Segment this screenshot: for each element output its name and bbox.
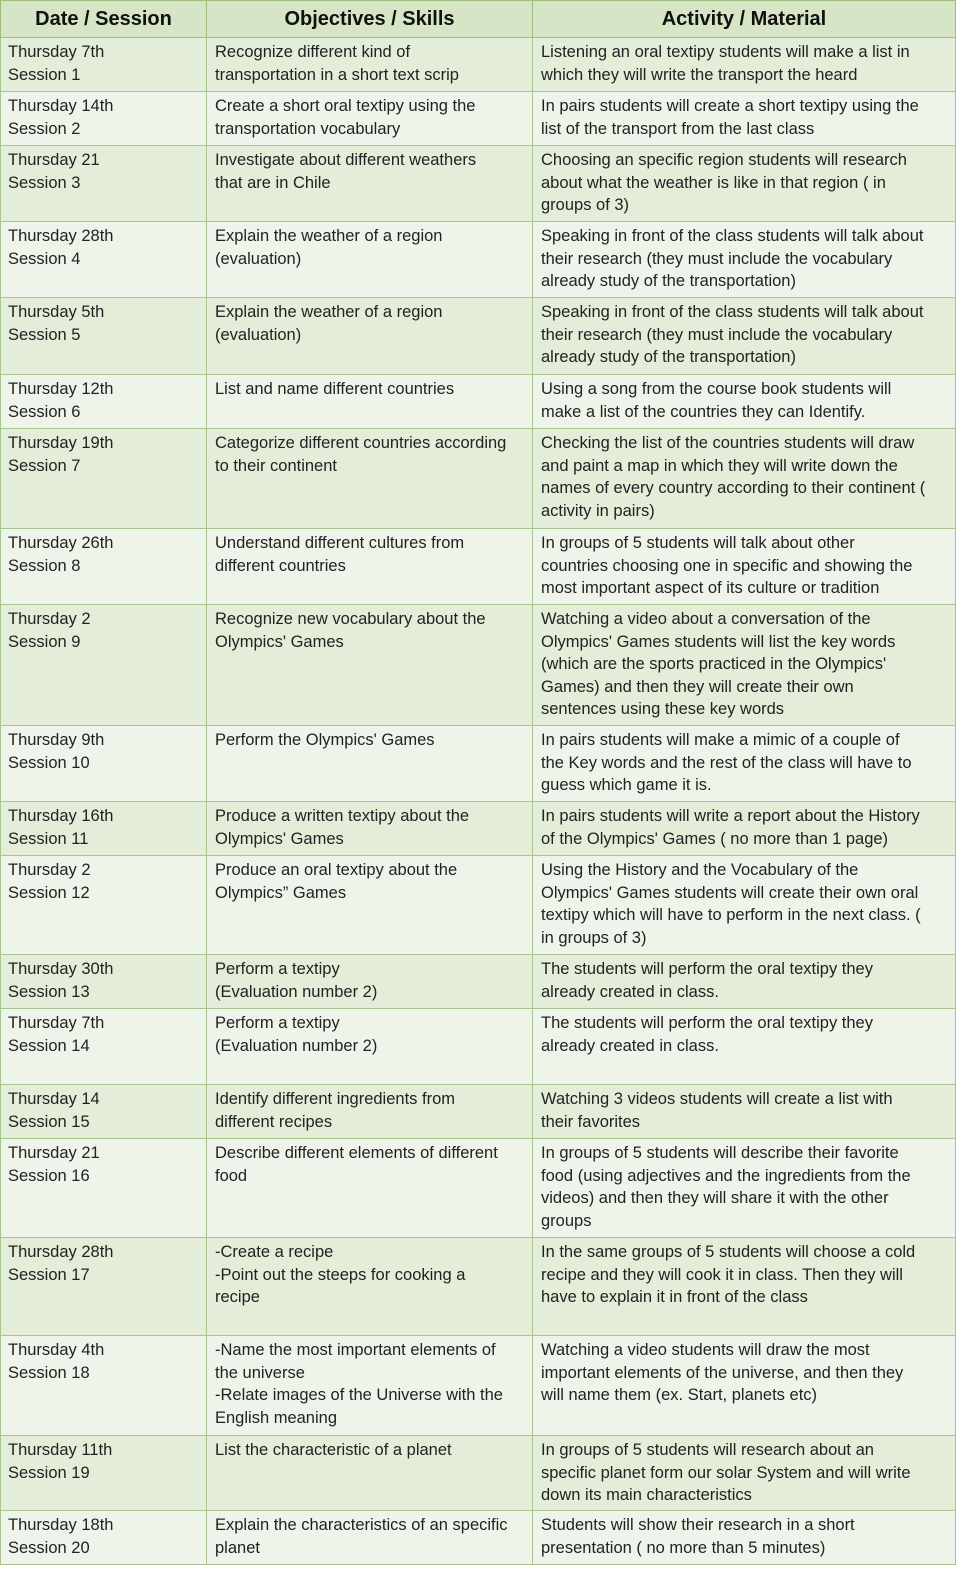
table-row — [1, 605, 956, 726]
table-row — [1, 529, 956, 605]
activity-cell: In the same groups of 5 students will choose a cold recipe and they will cook it in class. Then they will have to explain it in front of the class — [533, 1238, 956, 1336]
date-session-cell: Thursday 28th Session 4 — [1, 222, 207, 298]
date-session-cell: Thursday 7th Session 14 — [1, 1009, 207, 1085]
table-row — [1, 429, 956, 529]
activity-cell: Checking the list of the countries students will draw and paint a map in which they will write down the names of every country according to their continent ( activity in pairs) — [533, 429, 956, 529]
objective-cell: Categorize different countries according to their continent — [207, 429, 533, 529]
activity-cell: In groups of 5 students will describe their favorite food (using adjectives and the ingredients from the videos) and then they will share it with the other groups — [533, 1139, 956, 1238]
date-session-cell: Thursday 16th Session 11 — [1, 802, 207, 856]
activity-cell: In groups of 5 students will talk about other countries choosing one in specific and showing the most important aspect of its culture or tradition — [533, 529, 956, 605]
activity-cell: In pairs students will create a short textipy using the list of the transport from the last class — [533, 92, 956, 146]
date-session-cell: Thursday 14 Session 15 — [1, 1085, 207, 1139]
table-row — [1, 146, 956, 222]
activity-cell: Watching 3 videos students will create a list with their favorites — [533, 1085, 956, 1139]
table-row — [1, 802, 956, 856]
objective-cell: Explain the characteristics of an specific planet — [207, 1511, 533, 1565]
table-row — [1, 1336, 956, 1436]
header-date-session: Date / Session — [1, 1, 207, 38]
table-row — [1, 1009, 956, 1085]
date-session-cell: Thursday 2 Session 12 — [1, 856, 207, 955]
date-session-cell: Thursday 21 Session 16 — [1, 1139, 207, 1238]
activity-cell: Students will show their research in a short presentation ( no more than 5 minutes) — [533, 1511, 956, 1565]
date-session-cell: Thursday 12th Session 6 — [1, 375, 207, 429]
table-row — [1, 92, 956, 146]
objective-cell: Perform a textipy (Evaluation number 2) — [207, 955, 533, 1009]
activity-cell: Using a song from the course book students will make a list of the countries they can Identify. — [533, 375, 956, 429]
table-row — [1, 1139, 956, 1238]
table-body — [1, 38, 956, 1565]
objective-cell: Explain the weather of a region (evaluation) — [207, 222, 533, 298]
objective-cell: -Create a recipe -Point out the steeps for cooking a recipe — [207, 1238, 533, 1336]
date-session-cell: Thursday 7th Session 1 — [1, 38, 207, 92]
date-session-cell: Thursday 19th Session 7 — [1, 429, 207, 529]
table-row — [1, 298, 956, 375]
date-session-cell: Thursday 28th Session 17 — [1, 1238, 207, 1336]
objective-cell: Recognize different kind of transportation in a short text scrip — [207, 38, 533, 92]
date-session-cell: Thursday 14th Session 2 — [1, 92, 207, 146]
activity-cell: Choosing an specific region students will research about what the weather is like in that region ( in groups of 3) — [533, 146, 956, 222]
activity-cell: Speaking in front of the class students will talk about their research (they must include the vocabulary already study of the transportation) — [533, 298, 956, 375]
objective-cell: Explain the weather of a region (evaluation) — [207, 298, 533, 375]
date-session-cell: Thursday 18th Session 20 — [1, 1511, 207, 1565]
header-objectives-skills: Objectives / Skills — [207, 1, 533, 38]
table-row — [1, 375, 956, 429]
header-row — [1, 1, 956, 38]
objective-cell: Create a short oral textipy using the transportation vocabulary — [207, 92, 533, 146]
objective-cell: -Name the most important elements of the universe -Relate images of the Universe with the English meaning — [207, 1336, 533, 1436]
activity-cell: Using the History and the Vocabulary of the Olympics' Games students will create their own oral textipy which will have to perform in the next class. ( in groups of 3) — [533, 856, 956, 955]
objective-cell: List the characteristic of a planet — [207, 1436, 533, 1511]
objective-cell: Produce a written textipy about the Olympics' Games — [207, 802, 533, 856]
table-row — [1, 955, 956, 1009]
activity-cell: Watching a video about a conversation of the Olympics' Games students will list the key words (which are the sports practiced in the Olympics' Games) and then they will create their own sentences using these key words — [533, 605, 956, 726]
activity-cell: Speaking in front of the class students will talk about their research (they must include the vocabulary already study of the transportation) — [533, 222, 956, 298]
table-row — [1, 1511, 956, 1565]
table-row — [1, 1085, 956, 1139]
table-row — [1, 1238, 956, 1336]
date-session-cell: Thursday 5th Session 5 — [1, 298, 207, 375]
date-session-cell: Thursday 2 Session 9 — [1, 605, 207, 726]
table-row — [1, 222, 956, 298]
objective-cell: Perform the Olympics' Games — [207, 726, 533, 802]
objective-cell: List and name different countries — [207, 375, 533, 429]
date-session-cell: Thursday 21 Session 3 — [1, 146, 207, 222]
table-row — [1, 1436, 956, 1511]
objective-cell: Recognize new vocabulary about the Olympics' Games — [207, 605, 533, 726]
objective-cell: Investigate about different weathers that are in Chile — [207, 146, 533, 222]
date-session-cell: Thursday 30th Session 13 — [1, 955, 207, 1009]
table-row — [1, 38, 956, 92]
activity-cell: In groups of 5 students will research about an specific planet form our solar System and will write down its main characteristics — [533, 1436, 956, 1511]
activity-cell: The students will perform the oral textipy they already created in class. — [533, 955, 956, 1009]
table-row — [1, 856, 956, 955]
objective-cell: Understand different cultures from different countries — [207, 529, 533, 605]
activity-cell: In pairs students will write a report about the History of the Olympics' Games ( no more than 1 page) — [533, 802, 956, 856]
objective-cell: Produce an oral textipy about the Olympics” Games — [207, 856, 533, 955]
objective-cell: Identify different ingredients from different recipes — [207, 1085, 533, 1139]
activity-cell: Watching a video students will draw the most important elements of the universe, and then they will name them (ex. Start, planets etc) — [533, 1336, 956, 1436]
table-row — [1, 726, 956, 802]
date-session-cell: Thursday 4th Session 18 — [1, 1336, 207, 1436]
activity-cell: In pairs students will make a mimic of a couple of the Key words and the rest of the class will have to guess which game it is. — [533, 726, 956, 802]
objective-cell: Perform a textipy (Evaluation number 2) — [207, 1009, 533, 1085]
date-session-cell: Thursday 26th Session 8 — [1, 529, 207, 605]
activity-cell: Listening an oral textipy students will make a list in which they will write the transport the heard — [533, 38, 956, 92]
objective-cell: Describe different elements of different food — [207, 1139, 533, 1238]
activity-cell: The students will perform the oral textipy they already created in class. — [533, 1009, 956, 1085]
date-session-cell: Thursday 9th Session 10 — [1, 726, 207, 802]
date-session-cell: Thursday 11th Session 19 — [1, 1436, 207, 1511]
header-activity-material: Activity / Material — [533, 1, 956, 38]
